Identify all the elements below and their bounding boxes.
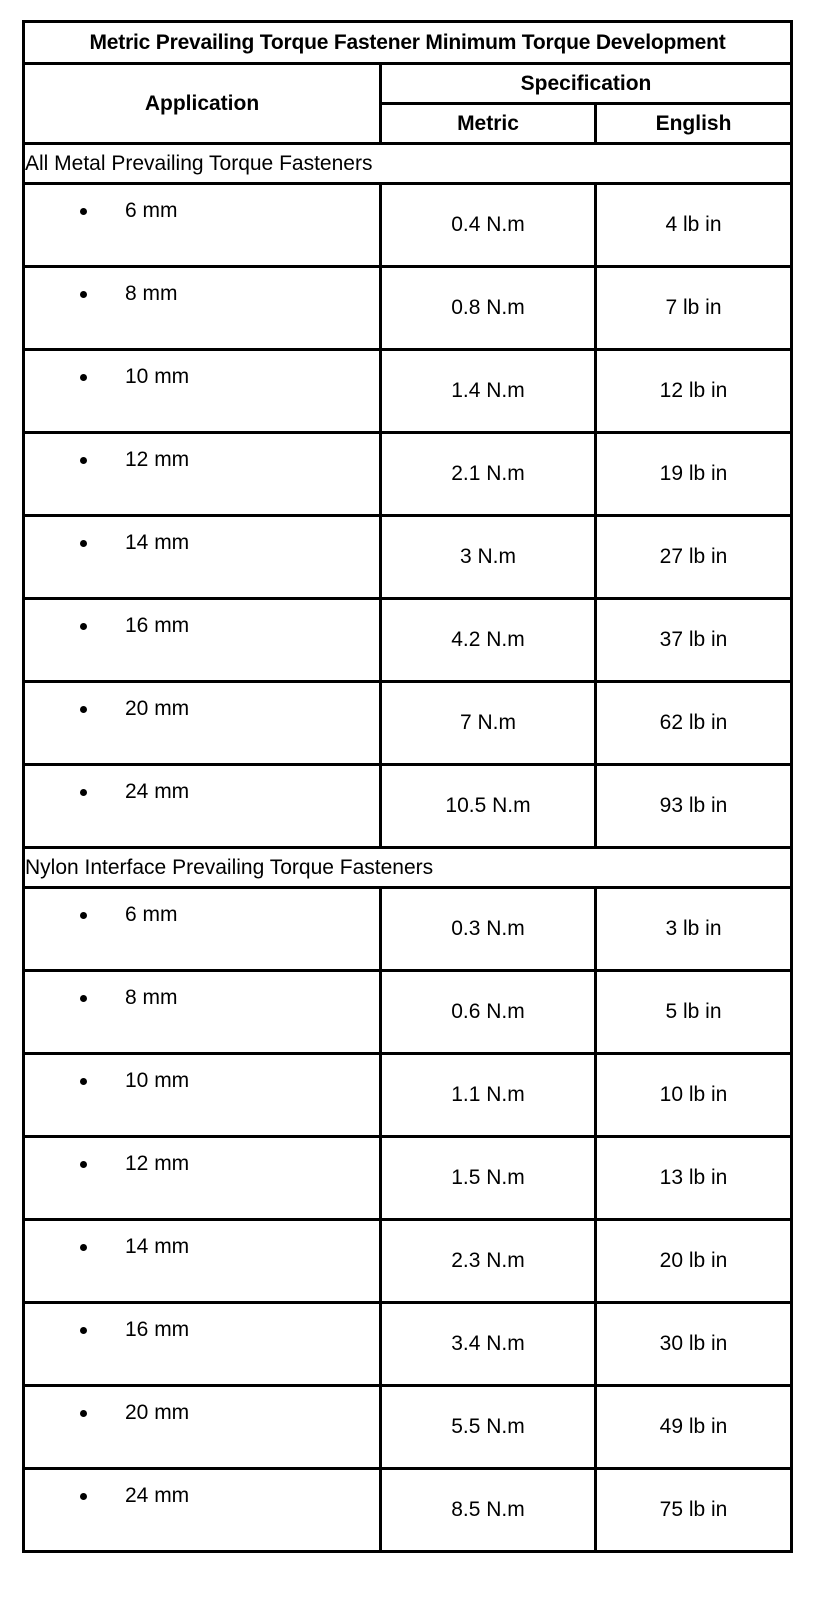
table-row bbox=[24, 1386, 792, 1469]
english-value: 4 lb in bbox=[596, 184, 792, 267]
fastener-size: 20 mm bbox=[125, 697, 190, 720]
fastener-size: 24 mm bbox=[125, 1484, 190, 1507]
english-value: 5 lb in bbox=[596, 971, 792, 1054]
application-cell bbox=[24, 765, 381, 848]
table-row bbox=[24, 1303, 792, 1386]
metric-value: 8.5 N.m bbox=[381, 1469, 596, 1552]
application-cell bbox=[24, 599, 381, 682]
table-row bbox=[24, 599, 792, 682]
fastener-size: 10 mm bbox=[125, 365, 190, 388]
english-header: English bbox=[596, 104, 792, 144]
english-value: 10 lb in bbox=[596, 1054, 792, 1137]
metric-value: 0.8 N.m bbox=[381, 267, 596, 350]
application-cell bbox=[24, 267, 381, 350]
bullet-icon bbox=[80, 1244, 87, 1251]
metric-value: 3 N.m bbox=[381, 516, 596, 599]
bullet-icon bbox=[80, 208, 87, 215]
bullet-icon bbox=[80, 1410, 87, 1417]
bullet-icon bbox=[80, 706, 87, 713]
fastener-size: 14 mm bbox=[125, 1235, 190, 1258]
english-value: 30 lb in bbox=[596, 1303, 792, 1386]
metric-value: 2.1 N.m bbox=[381, 433, 596, 516]
fastener-size: 16 mm bbox=[125, 614, 190, 637]
fastener-size: 12 mm bbox=[125, 1152, 190, 1175]
bullet-icon bbox=[80, 1327, 87, 1334]
fastener-size: 8 mm bbox=[125, 986, 178, 1009]
english-value: 12 lb in bbox=[596, 350, 792, 433]
application-cell bbox=[24, 1137, 381, 1220]
application-cell bbox=[24, 888, 381, 971]
bullet-icon bbox=[80, 789, 87, 796]
english-value: 13 lb in bbox=[596, 1137, 792, 1220]
english-value: 75 lb in bbox=[596, 1469, 792, 1552]
english-value: 19 lb in bbox=[596, 433, 792, 516]
english-value: 37 lb in bbox=[596, 599, 792, 682]
table-row bbox=[24, 1220, 792, 1303]
bullet-icon bbox=[80, 1493, 87, 1500]
torque-spec-table bbox=[22, 20, 793, 1553]
bullet-icon bbox=[80, 1161, 87, 1168]
table-row bbox=[24, 350, 792, 433]
english-value: 93 lb in bbox=[596, 765, 792, 848]
metric-value: 1.4 N.m bbox=[381, 350, 596, 433]
english-value: 20 lb in bbox=[596, 1220, 792, 1303]
bullet-icon bbox=[80, 912, 87, 919]
bullet-icon bbox=[80, 995, 87, 1002]
fastener-size: 14 mm bbox=[125, 531, 190, 554]
metric-value: 2.3 N.m bbox=[381, 1220, 596, 1303]
fastener-size: 24 mm bbox=[125, 780, 190, 803]
table-row bbox=[24, 765, 792, 848]
fastener-size: 6 mm bbox=[125, 199, 178, 222]
application-cell bbox=[24, 1469, 381, 1552]
table-row bbox=[24, 1469, 792, 1552]
fastener-size: 10 mm bbox=[125, 1069, 190, 1092]
application-cell bbox=[24, 682, 381, 765]
english-value: 62 lb in bbox=[596, 682, 792, 765]
table-row bbox=[24, 1054, 792, 1137]
application-cell bbox=[24, 1220, 381, 1303]
metric-value: 0.3 N.m bbox=[381, 888, 596, 971]
bullet-icon bbox=[80, 291, 87, 298]
metric-value: 3.4 N.m bbox=[381, 1303, 596, 1386]
english-value: 49 lb in bbox=[596, 1386, 792, 1469]
metric-header: Metric bbox=[381, 104, 596, 144]
fastener-size: 12 mm bbox=[125, 448, 190, 471]
application-cell bbox=[24, 350, 381, 433]
application-cell bbox=[24, 1303, 381, 1386]
metric-value: 10.5 N.m bbox=[381, 765, 596, 848]
metric-value: 5.5 N.m bbox=[381, 1386, 596, 1469]
table-title: Metric Prevailing Torque Fastener Minimum Torque Development bbox=[24, 22, 792, 64]
fastener-size: 20 mm bbox=[125, 1401, 190, 1424]
table-row bbox=[24, 267, 792, 350]
bullet-icon bbox=[80, 457, 87, 464]
specification-header: Specification bbox=[381, 64, 792, 104]
metric-value: 1.5 N.m bbox=[381, 1137, 596, 1220]
fastener-size: 6 mm bbox=[125, 903, 178, 926]
metric-value: 7 N.m bbox=[381, 682, 596, 765]
english-value: 27 lb in bbox=[596, 516, 792, 599]
table-row bbox=[24, 184, 792, 267]
table-row bbox=[24, 516, 792, 599]
table-row bbox=[24, 888, 792, 971]
english-value: 3 lb in bbox=[596, 888, 792, 971]
fastener-size: 16 mm bbox=[125, 1318, 190, 1341]
bullet-icon bbox=[80, 540, 87, 547]
application-cell bbox=[24, 184, 381, 267]
application-cell bbox=[24, 1386, 381, 1469]
table-row bbox=[24, 1137, 792, 1220]
application-header: Application bbox=[24, 64, 381, 144]
bullet-icon bbox=[80, 374, 87, 381]
metric-value: 4.2 N.m bbox=[381, 599, 596, 682]
application-cell bbox=[24, 971, 381, 1054]
metric-value: 0.4 N.m bbox=[381, 184, 596, 267]
metric-value: 1.1 N.m bbox=[381, 1054, 596, 1137]
english-value: 7 lb in bbox=[596, 267, 792, 350]
application-cell bbox=[24, 516, 381, 599]
metric-value: 0.6 N.m bbox=[381, 971, 596, 1054]
table-row bbox=[24, 971, 792, 1054]
fastener-size: 8 mm bbox=[125, 282, 178, 305]
application-cell bbox=[24, 1054, 381, 1137]
application-cell bbox=[24, 433, 381, 516]
section-title: Nylon Interface Prevailing Torque Fasteners bbox=[24, 848, 792, 888]
table-row bbox=[24, 682, 792, 765]
section-title: All Metal Prevailing Torque Fasteners bbox=[24, 144, 792, 184]
bullet-icon bbox=[80, 623, 87, 630]
table-row bbox=[24, 433, 792, 516]
bullet-icon bbox=[80, 1078, 87, 1085]
